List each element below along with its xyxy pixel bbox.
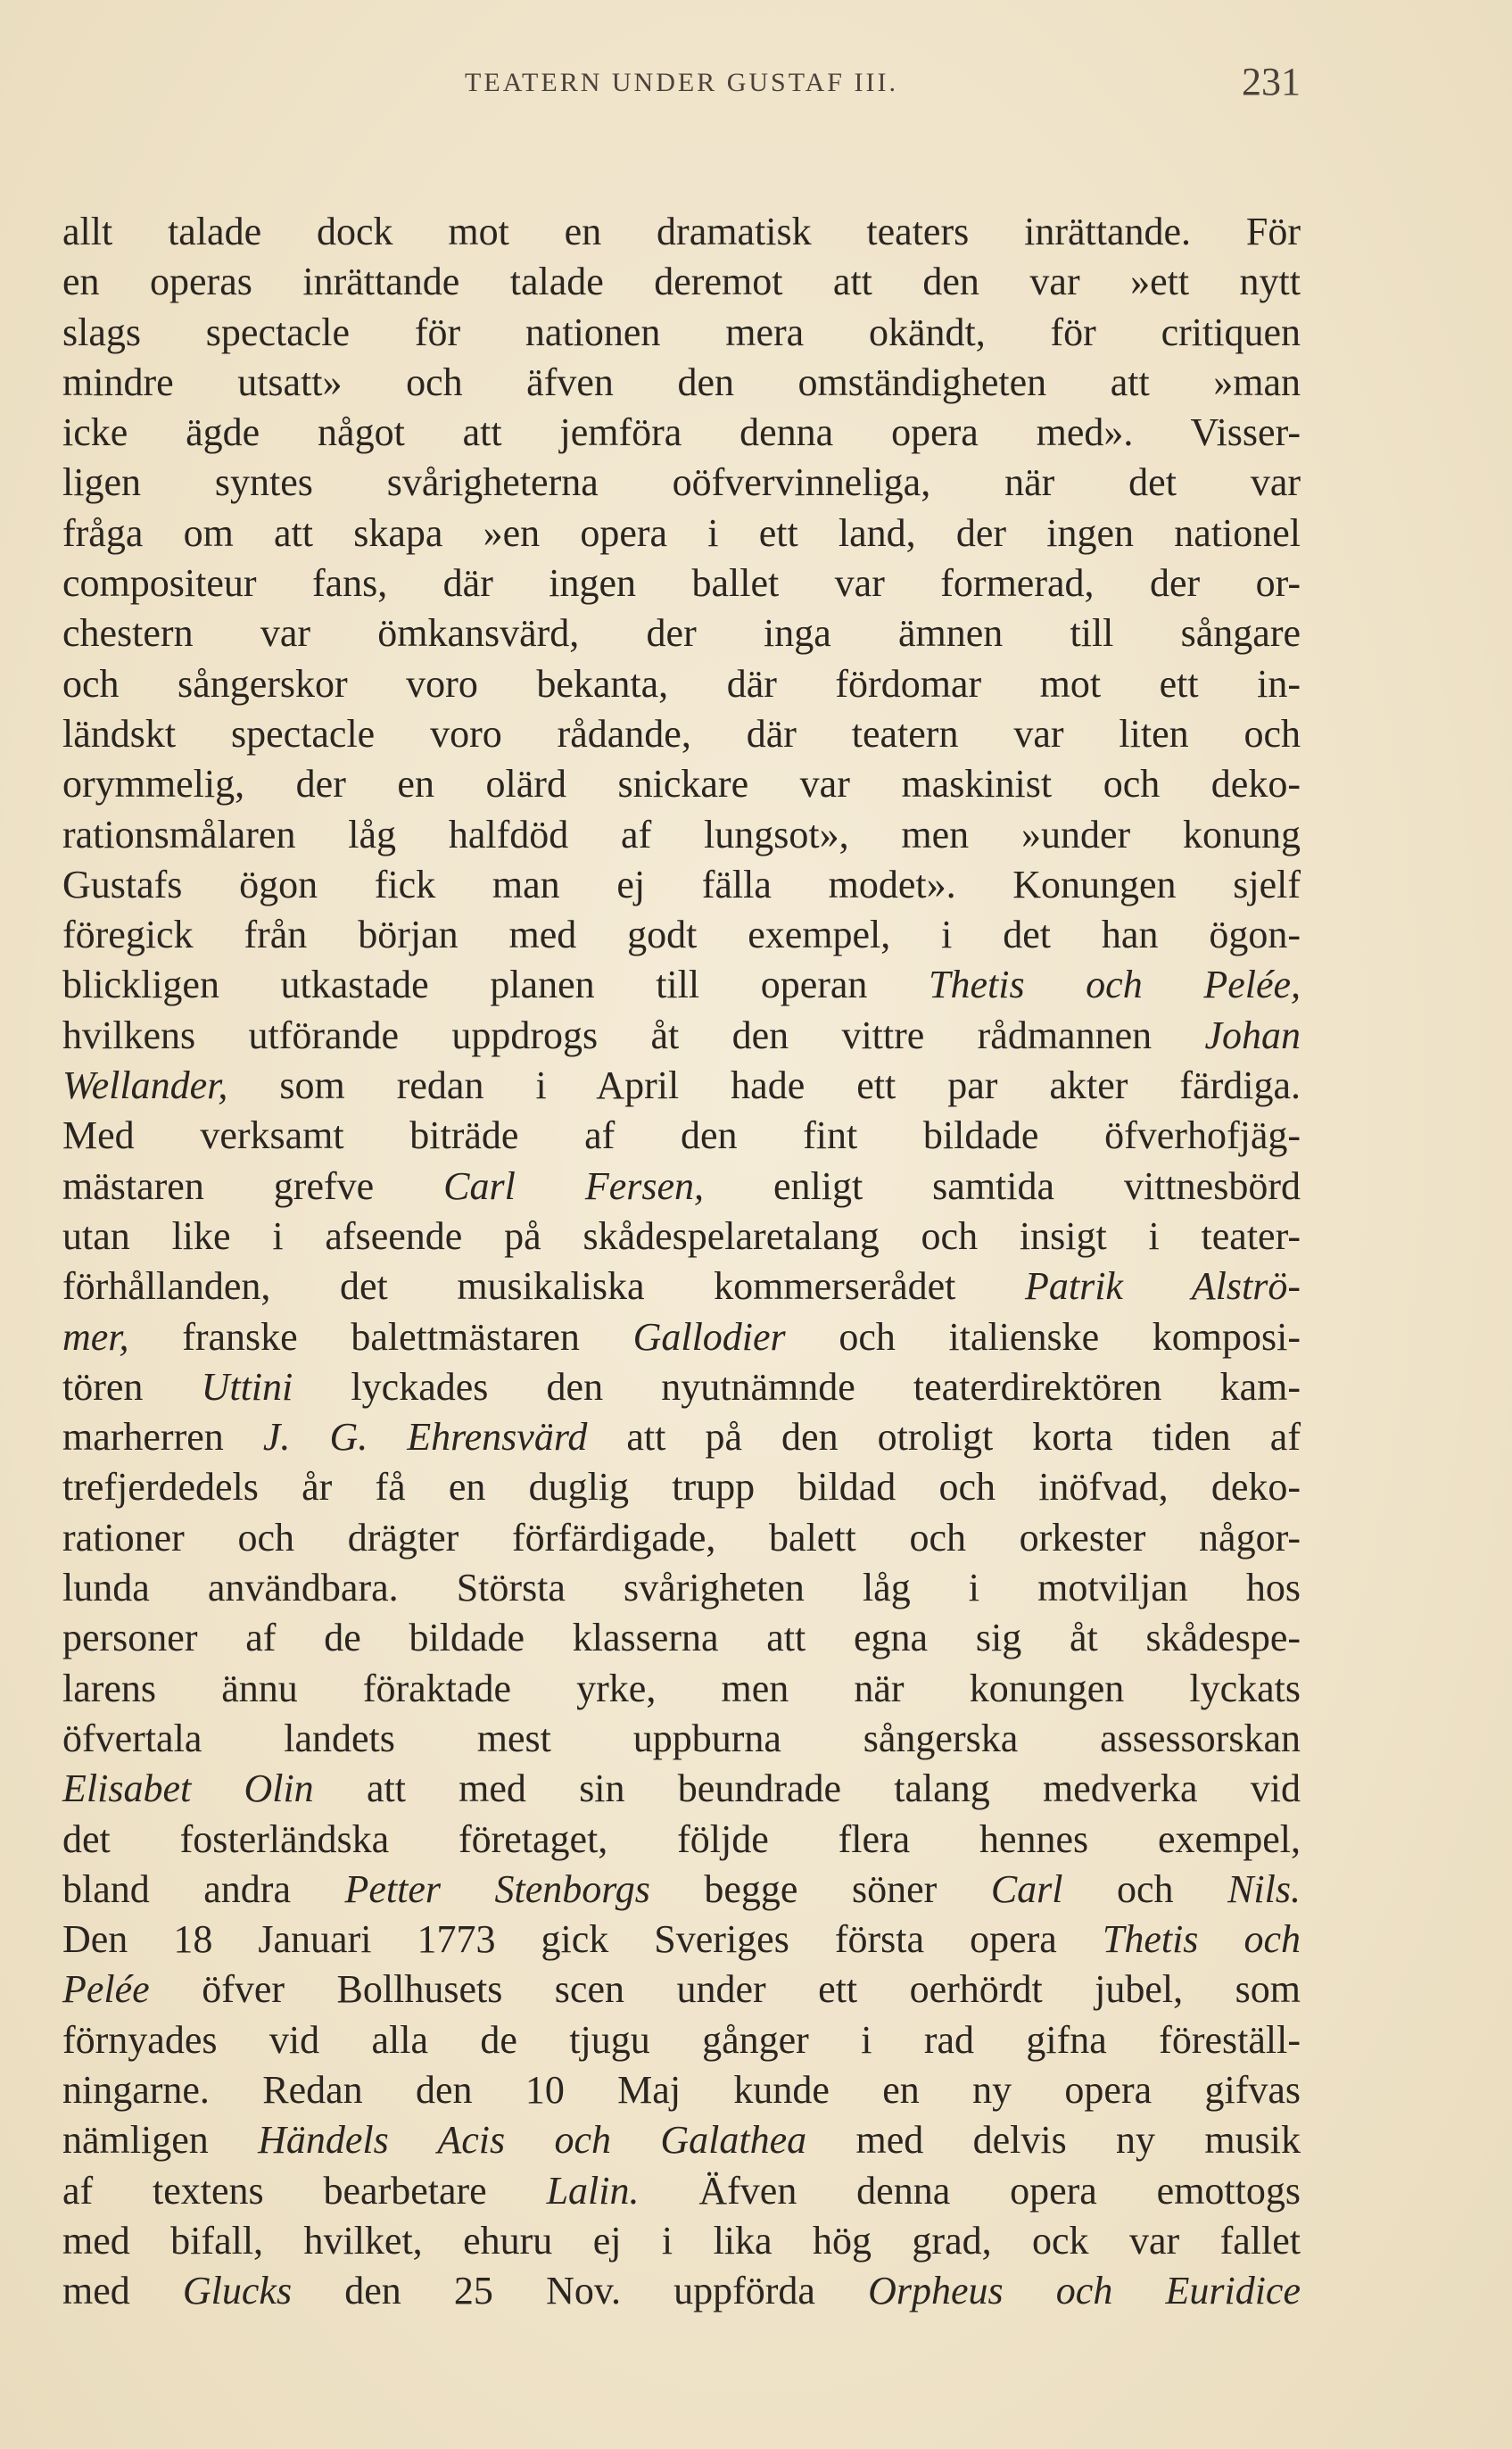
book-page <box>62 54 1301 2316</box>
text-segment: ningarne. Redan den 10 Maj kunde en ny opera gifvas <box>62 2067 1301 2112</box>
text-line <box>62 2216 1301 2266</box>
italic-name: Orpheus och Euridice <box>868 2269 1301 2313</box>
italic-name: Carl Fersen, <box>443 1163 704 1208</box>
text-segment: enligt samtida vittnesbörd <box>704 1163 1301 1208</box>
text-segment: Äfven denna opera emottogs <box>639 2168 1301 2213</box>
text-segment: blickligen utkastade planen till operan <box>62 963 930 1007</box>
text-segment: öfver Bollhusets scen under ett oerhördt jubel, som <box>149 1967 1301 2012</box>
text-line <box>62 910 1301 960</box>
italic-name: Glucks <box>182 2269 293 2313</box>
text-segment: begge söner <box>649 1866 991 1911</box>
text-segment: det fosterländska företaget, följde flera hennes exempel, <box>62 1816 1301 1861</box>
text-line <box>62 2266 1301 2316</box>
text-segment: compositeur fans, där ingen ballet var formerad, der or- <box>62 561 1301 606</box>
text-segment: en operas inrättande talade deremot att den var »ett nytt <box>62 260 1301 304</box>
text-line <box>62 358 1301 408</box>
text-segment: slags spectacle för nationen mera okändt, för critiquen <box>62 310 1301 354</box>
text-segment: hvilkens utförande uppdrogs åt den vittre rådmannen <box>62 1013 1205 1057</box>
text-segment: rationsmålaren låg halfdöd af lungsot», men »under konung <box>62 812 1301 856</box>
text-segment: med bifall, hvilket, ehuru ej i lika hög grad, ock var fallet <box>62 2218 1301 2263</box>
text-line <box>62 2065 1301 2115</box>
text-segment: af textens bearbetare <box>62 2168 547 2213</box>
text-segment: mästaren grefve <box>62 1163 444 1208</box>
text-segment: den 25 Nov. uppförda <box>292 2269 869 2313</box>
text-line <box>62 1011 1301 1061</box>
text-line <box>62 1965 1301 2015</box>
italic-name: mer, <box>62 1314 129 1359</box>
italic-name: Carl <box>990 1866 1063 1911</box>
text-line <box>62 810 1301 860</box>
text-line <box>62 1362 1301 1412</box>
text-segment: med delvis ny musik <box>806 2118 1301 2163</box>
text-line <box>62 1412 1301 1462</box>
text-line <box>62 2015 1301 2065</box>
italic-name: Nils. <box>1227 1866 1301 1911</box>
text-segment: chestern var ömkansvärd, der inga ämnen till sångare <box>62 611 1301 656</box>
text-line <box>62 1613 1301 1663</box>
body-text <box>62 207 1301 2316</box>
text-segment: ländskt spectacle voro rådande, där teatern var liten och <box>62 711 1301 756</box>
text-line <box>62 408 1301 458</box>
text-segment: marherren <box>62 1415 263 1460</box>
italic-name: Petter Stenborgs <box>344 1866 650 1911</box>
text-line <box>62 1212 1301 1262</box>
text-segment: ligen syntes svårigheterna oöfvervinneliga, när det var <box>62 460 1301 505</box>
text-segment: med <box>62 2269 183 2313</box>
text-segment: allt talade dock mot en dramatisk teaters inrättande. För <box>62 210 1301 253</box>
text-line <box>62 2166 1301 2216</box>
text-segment: icke ägde något att jemföra denna opera med». Visser- <box>62 410 1301 455</box>
text-segment: rationer och drägter förfärdigade, balett och orkester någor- <box>62 1515 1301 1560</box>
text-line <box>62 1513 1301 1563</box>
italic-name: Pelée <box>62 1967 150 2012</box>
italic-name: Patrik Alströ- <box>1024 1264 1301 1309</box>
text-line <box>62 308 1301 358</box>
text-line <box>62 608 1301 658</box>
text-line <box>62 1865 1301 1915</box>
text-segment: Den 18 Januari 1773 gick Sveriges första opera <box>62 1917 1103 1962</box>
text-segment: trefjerdedels år få en duglig trupp bildad och inöfvad, deko- <box>62 1465 1301 1510</box>
italic-name: Thetis och <box>1102 1917 1301 1962</box>
text-line <box>62 960 1301 1010</box>
running-title: TEATERN UNDER GUSTAF III. <box>465 68 898 97</box>
text-line <box>62 860 1301 910</box>
text-segment: larens ännu föraktade yrke, men när konungen lyckats <box>62 1666 1301 1710</box>
text-line <box>62 1915 1301 1965</box>
text-segment: franske balettmästaren <box>128 1314 633 1359</box>
text-segment: och sångerskor voro bekanta, där fördomar mot ett in- <box>62 661 1301 706</box>
text-segment: Gustafs ögon fick man ej fälla modet». Konungen sjelf <box>62 862 1301 906</box>
text-line <box>62 1714 1301 1764</box>
italic-name: Elisabet Olin <box>62 1766 314 1811</box>
text-segment: Med verksamt biträde af den fint bildade öfverhofjäg- <box>62 1113 1301 1158</box>
text-segment: utan like i afseende på skådespelaretalang och insigt i teater- <box>62 1213 1301 1258</box>
text-segment: nämligen <box>62 2118 259 2163</box>
text-segment: att på den otroligt korta tiden af <box>587 1415 1301 1460</box>
text-line <box>62 1312 1301 1362</box>
text-segment: och <box>1062 1866 1228 1911</box>
text-line <box>62 1162 1301 1212</box>
text-line <box>62 1462 1301 1512</box>
italic-name: Wellander, <box>62 1063 228 1108</box>
text-line <box>62 2115 1301 2165</box>
running-head <box>62 54 1301 107</box>
text-segment: tören <box>62 1364 202 1409</box>
text-line <box>62 458 1301 508</box>
italic-name: Lalin. <box>546 2168 640 2213</box>
text-segment: förhållanden, det musikaliska kommerserådet <box>62 1264 1025 1309</box>
text-line <box>62 709 1301 759</box>
text-line <box>62 1262 1301 1311</box>
text-segment: lyckades den nyutnämnde teaterdirektören kam- <box>293 1364 1301 1409</box>
text-line <box>62 659 1301 709</box>
text-segment: att med sin beundrade talang medverka vid <box>313 1766 1301 1811</box>
text-line <box>62 558 1301 608</box>
text-segment: föregick från början med godt exempel, i det han ögon- <box>62 913 1301 957</box>
text-segment: fråga om att skapa »en opera i ett land, der ingen nationel <box>62 510 1301 555</box>
text-line <box>62 1764 1301 1814</box>
page-number: 231 <box>1242 60 1301 103</box>
text-segment: mindre utsatt» och äfven den omständigheten att »man <box>62 360 1301 404</box>
text-line <box>62 1815 1301 1865</box>
text-segment: och italienske komposi- <box>785 1314 1301 1359</box>
text-segment: som redan i April hade ett par akter färdiga. <box>227 1063 1301 1108</box>
italic-name: Thetis och Pelée, <box>929 963 1301 1007</box>
text-line <box>62 257 1301 307</box>
text-segment: bland andra <box>62 1866 345 1911</box>
text-line <box>62 1664 1301 1714</box>
italic-name: Händels Acis och Galathea <box>258 2118 807 2163</box>
text-line <box>62 1111 1301 1161</box>
italic-name: J. G. Ehrensvärd <box>262 1415 588 1460</box>
text-line <box>62 509 1301 558</box>
text-segment: lunda användbara. Största svårigheten låg i motviljan hos <box>62 1566 1301 1610</box>
italic-name: Gallodier <box>632 1314 786 1359</box>
italic-name: Johan <box>1204 1013 1301 1057</box>
text-segment: förnyades vid alla de tjugu gånger i rad gifna föreställ- <box>62 2017 1301 2062</box>
text-line <box>62 207 1301 257</box>
text-line <box>62 759 1301 809</box>
text-segment: personer af de bildade klasserna att egna sig åt skådespe- <box>62 1616 1301 1660</box>
text-segment: öfvertala landets mest uppburna sångerska assessorskan <box>62 1716 1301 1760</box>
text-segment: orymmelig, der en olärd snickare var maskinist och deko- <box>62 762 1301 807</box>
text-line <box>62 1563 1301 1613</box>
text-line <box>62 1061 1301 1111</box>
italic-name: Uttini <box>201 1364 293 1409</box>
